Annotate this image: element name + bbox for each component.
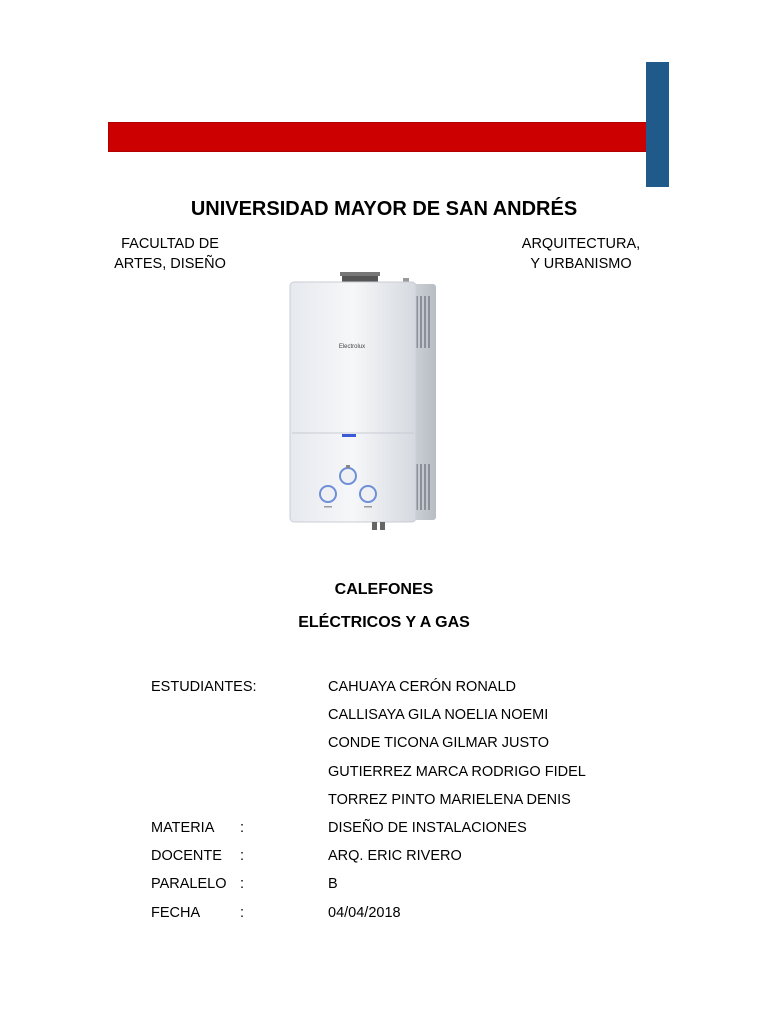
docente-label: DOCENTE xyxy=(151,848,222,864)
student-name: CALLISAYA GILA NOELIA NOEMI xyxy=(328,707,549,723)
header-blue-bar xyxy=(646,62,669,187)
brand-logo xyxy=(339,344,365,350)
materia-value: DISEÑO DE INSTALACIONES xyxy=(328,820,527,836)
paralelo-value: B xyxy=(328,876,338,892)
students-label: ESTUDIANTES: xyxy=(151,679,257,695)
paralelo-colon: : xyxy=(240,876,245,892)
faculty-right-line-1: ARQUITECTURA, xyxy=(521,236,641,252)
document-title-line-1: CALEFONES xyxy=(334,581,434,598)
document-title-line-2: ELÉCTRICOS Y A GAS xyxy=(298,614,470,631)
student-name: TORREZ PINTO MARIELENA DENIS xyxy=(328,792,571,808)
docente-colon: : xyxy=(240,848,245,864)
paralelo-label: PARALELO xyxy=(151,876,227,892)
materia-colon: : xyxy=(240,820,245,836)
docente-value: ARQ. ERIC RIVERO xyxy=(328,848,462,864)
header-red-bar xyxy=(108,122,648,152)
faculty-right xyxy=(510,234,652,274)
student-name: CAHUAYA CERÓN RONALD xyxy=(328,679,516,695)
fecha-label: FECHA xyxy=(151,905,201,921)
fecha-value: 04/04/2018 xyxy=(328,905,401,921)
svg-text:Electrolux: Electrolux xyxy=(338,344,366,350)
materia-label: MATERIA xyxy=(151,820,215,836)
student-name: CONDE TICONA GILMAR JUSTO xyxy=(328,735,550,751)
student-name: GUTIERREZ MARCA RODRIGO FIDEL xyxy=(328,764,586,780)
faculty-left-line-1: FACULTAD DE xyxy=(121,236,219,252)
university-title: UNIVERSIDAD MAYOR DE SAN ANDRÉS xyxy=(190,198,578,220)
faculty-right-line-2: Y URBANISMO xyxy=(530,256,632,272)
faculty-left-line-2: ARTES, DISEÑO xyxy=(114,256,226,272)
fecha-colon: : xyxy=(240,905,245,921)
faculty-left xyxy=(108,234,232,274)
water-heater-image xyxy=(280,268,440,544)
